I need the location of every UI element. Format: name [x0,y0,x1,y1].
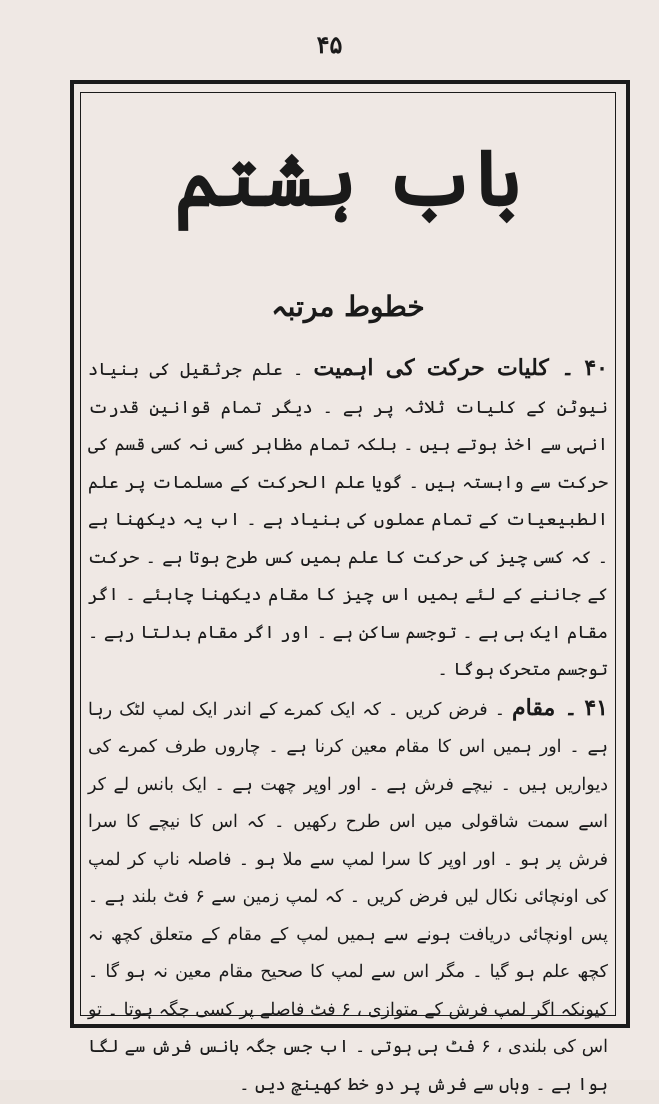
section-heading: ۔ مقام [512,695,577,721]
section-heading: ۔ کلیات حرکت کی اہمیت [313,355,574,381]
paragraph-text: ۔ علم جرثقیل کی بنیاد نیوٹن کے کلیات ثلاثہ پر ہے ۔ دیگر تمام قوانین قدرت انہی سے اخذ ہوتے ہیں ۔ بلکہ تمام مظاہر کسی نہ کسی قسم کی حرکت سے وابستہ ہیں ۔ گویا علم الحرکت کے مسلمات پر علم الطبیعیات کے تمام عملوں کی بنیاد ہے ۔ اب یہ دیکھنا ہے ۔ کہ کسی چیز کی حرکت کا علم ہمیں کس طرح ہوتا ہے ۔ حرکت کے جاننے کے لئے ہمیں اس چیز کا مقام دیکھنا چاہئے ۔ اگر مقام ایک ہی ہے ۔ توجسم ساکن ہے ۔ اور اگر مقام بدلتا رہے ۔ توجسم متحرک ہوگا ۔ [88,360,608,680]
paragraph-41 [88,690,608,1104]
chapter-title: باب ہشتم [88,140,608,218]
body-text [88,350,608,1104]
section-number: ۴۰ [584,355,608,381]
chapter-subtitle: خطوط مرتبہ [88,290,608,323]
paragraph-40 [88,350,608,690]
section-number: ۴۱ [584,695,608,721]
page-number: ۴۵ [0,30,659,59]
page-content [88,100,608,1008]
paragraph-text: ۔ فرض کریں ۔ کہ ایک کمرے کے اندر ایک لمپ لٹک رہا ہے ۔ اور ہمیں اس کا مقام معین کرنا ہے ۔ چاروں طرف کمرے کی دیواریں ہیں ۔ نیچے فرش ہے ۔ اور اوپر چھت ہے ۔ ایک بانس لے کر اسے سمت شاقولی میں اس طرح رکھیں ۔ کہ اس کا نیچے کا سرا فرش پر ہو ۔ اور اوپر کا سرا لمپ سے ملا ہو ۔ فاصلہ ناپ کر لمپ کی اونچائی نکال لیں فرض کریں ۔ کہ لمپ زمین سے ۶ فٹ بلند ہے ۔ پس اونچائی دریافت ہونے سے ہمیں لمپ کے مقام کے متعلق کچھ نہ کچھ علم ہو گیا ۔ مگر اس سے لمپ کا صحیح مقام معین نہ ہو گا ۔ کیونکہ اگر لمپ فرش کے متوازی ، ۶ فٹ فاصلے پر کسی جگہ ہوتا ۔ تو اس کی بلندی ، ۶ فٹ ہی ہوتی ۔ اب جس جگہ بانس فرش سے لگا ہوا ہے ۔ وہاں سے فرش پر دو خط کھینچ دیں ۔ [88,700,608,1095]
